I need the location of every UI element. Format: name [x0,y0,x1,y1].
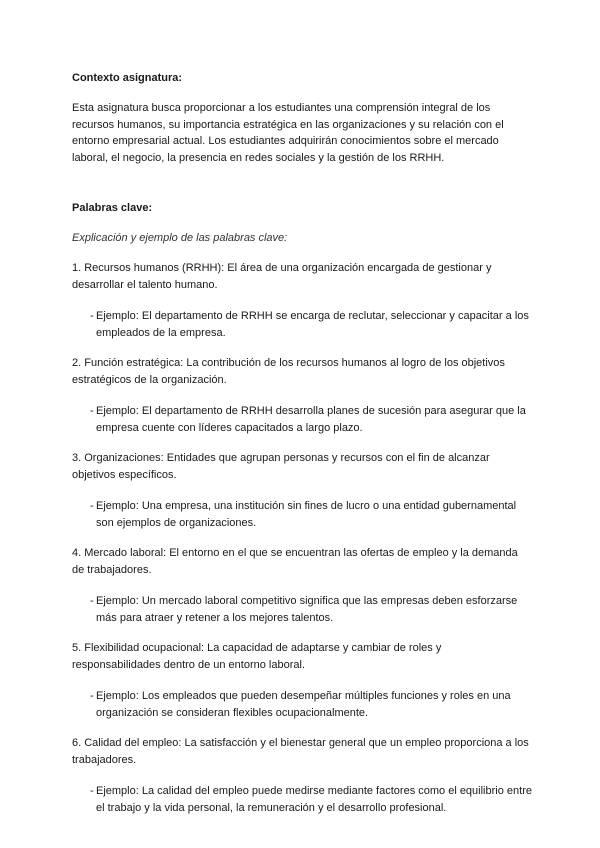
keyword-example [72,688,532,721]
list-dash: - [90,405,94,417]
list-dash: - [90,690,94,702]
keyword-definition: 2. Función estratégica: La contribución de los recursos humanos al logro de los objetivos estratégicos de la organización. [72,357,505,386]
keyword-example-text: Ejemplo: Un mercado laboral competitivo significa que las empresas deben esforzarse más para atraer y retener a los mejores talentos. [96,595,518,624]
keyword-definition: 5. Flexibilidad ocupacional: La capacidad de adaptarse y cambiar de roles y responsabilidades dentro de un entorno laboral. [72,642,442,671]
keywords-heading: Palabras clave: [72,202,153,214]
keyword-example [72,403,532,436]
keyword-example-text: Ejemplo: El departamento de RRHH se encarga de reclutar, seleccionar y capacitar a los empleados de la empresa. [96,310,529,339]
keyword-definition: 3. Organizaciones: Entidades que agrupan personas y recursos con el fin de alcanzar objetivos específicos. [72,452,490,481]
keyword-example [72,308,532,341]
list-dash: - [90,595,94,607]
keyword-example [72,498,532,531]
keyword-example-text: Ejemplo: Los empleados que pueden desempeñar múltiples funciones y roles en una organización se consideran flexibles ocupacionalmente. [96,690,511,719]
keyword-example-text: Ejemplo: Una empresa, una institución sin fines de lucro o una entidad gubernamental son ejemplos de organizaciones. [96,500,517,529]
keyword-example-text: Ejemplo: El departamento de RRHH desarrolla planes de sucesión para asegurar que la empresa cuente con líderes capacitados a largo plazo. [96,405,526,434]
context-heading: Contexto asignatura: [72,72,183,84]
document-content [72,70,532,816]
keyword-definition: 4. Mercado laboral: El entorno en el que se encuentran las ofertas de empleo y la demanda de trabajadores. [72,547,518,576]
keywords-list [72,260,532,816]
context-paragraph: Esta asignatura busca proporcionar a los estudiantes una comprensión integral de los recursos humanos, su importancia estratégica en las organizaciones y su relación con el entorno empresarial actual. Los estudiantes adquirirán conocimientos sobre el mercado laboral, el negocio, la presencia en redes sociales y la gestión de los RRHH. [72,102,504,164]
keyword-definition: 1. Recursos humanos (RRHH): El área de una organización encargada de gestionar y desarrollar el talento humano. [72,262,492,291]
keyword-example [72,783,532,816]
list-dash: - [90,785,94,797]
keyword-example-text: Ejemplo: La calidad del empleo puede medirse mediante factores como el equilibrio entre el trabajo y la vida personal, la remuneración y el desarrollo profesional. [96,785,532,814]
list-dash: - [90,310,94,322]
keyword-example [72,593,532,626]
list-dash: - [90,500,94,512]
keywords-subtitle: Explicación y ejemplo de las palabras clave: [72,232,288,244]
keyword-definition: 6. Calidad del empleo: La satisfacción y el bienestar general que un empleo proporciona a los trabajadores. [72,737,529,766]
